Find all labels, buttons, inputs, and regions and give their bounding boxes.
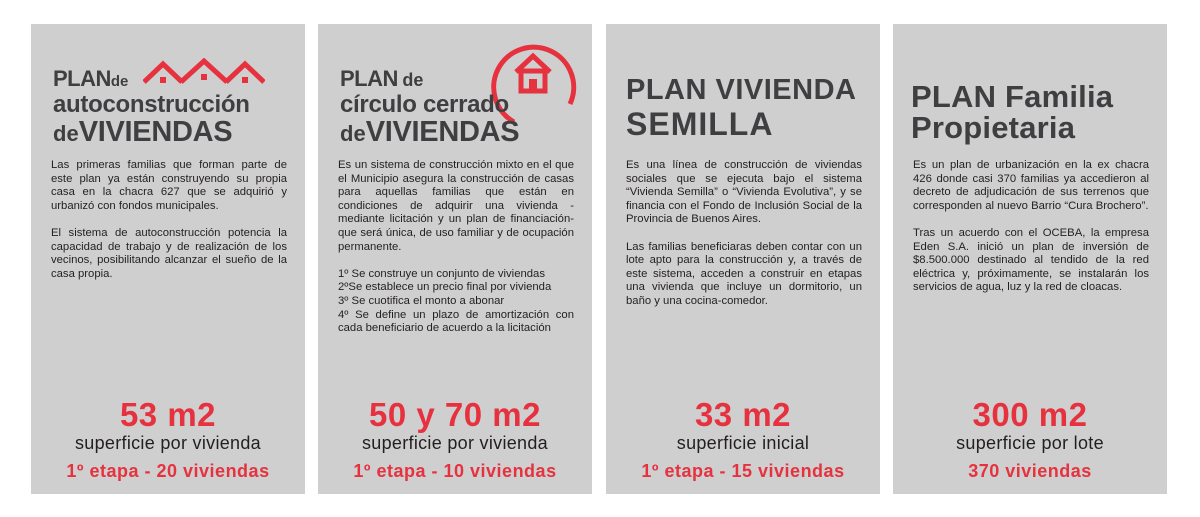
stat-value: 50 y 70 m2 [369,396,541,433]
card-title [626,76,856,140]
paragraph: Las familias beneficiaras deben contar con un lote apto para la construcción y, a través de este sistema, acceden a construir en etapas una vivienda que incluye un dormitorio, un baño y una cocina-comedor. [626,240,862,307]
stat-label: superficie por vivienda [362,433,548,453]
plan-card-vivienda-semilla [606,24,880,494]
paragraph: Es una línea de construcción de viviendas sociales que se ejecuta bajo el sistema “Vivienda Semilla” o “Vivienda Evolutiva”, y se financia con el Fondo de Inclusión Social de la Provincia de Buenos Aires. [626,159,862,226]
paragraph: El sistema de autoconstrucción potencia la capacidad de trabajo y de realización de los vecinos, posibilitando alcanzar el sueño de la casa propia. [51,226,287,280]
houses-roofline-icon [143,58,265,91]
title-word-de-2: de [340,121,366,146]
plan-card-familia-propietaria [893,24,1167,494]
card-body [51,159,287,281]
plan-card-circulo-cerrado [318,24,592,494]
paragraph: Es un sistema de construcción mixto en el que el Municipio asegura la construcción de casas para aquellas familias que están en condiciones de adquirir una vivienda -mediante licitación y un plan de financiación- que será única, de uso familiar y de ocupación permanente. [338,159,574,253]
stat-stage: 1º etapa - 15 viviendas [641,461,845,481]
card-body [913,159,1149,295]
title-word-plan: PLAN [340,66,398,91]
paragraph: Las primeras familias que forman parte de este plan ya están construyendo su propia casa en la chacra 627 que se adquirió y urbanizó con fondos municipales. [51,159,287,212]
paragraph: Es un plan de urbanización en la ex chacra 426 donde casi 370 familias ya accedieron al decreto de adjudicación de sus terrenos que corresponden al nuevo Barrio “Cura Brochero”. [913,159,1149,212]
paragraph: Tras un acuerdo con el OCEBA, la empresa Eden S.A. inició un plan de inversión de $8.500.000 destinado al tendido de la red eléctrica y, próximamente, se instalarán los servicios de agua, luz y la red de cloacas. [913,226,1149,294]
card-title [340,68,519,147]
stat-stage: 1º etapa - 10 viviendas [353,461,557,481]
stat-value: 33 m2 [694,396,792,433]
title-word-plan: PLAN [53,66,111,91]
list-item: 2ºSe establece un precio final por vivienda [338,281,552,294]
stat-stage: 1º etapa - 20 viviendas [66,461,270,481]
stat-stage: 370 viviendas [968,461,1092,481]
stat-value: 300 m2 [972,396,1088,433]
steps-list [338,268,574,336]
title-word-de-2: de [53,121,79,146]
title-line-1: PLAN VIVIENDA [626,74,857,106]
card-title [911,81,1113,143]
title-line-2: autoconstrucción [53,91,250,118]
title-line-2: Propietaria [911,110,1076,145]
list-item: 4º Se define un plazo de amortización con cada beneficiario de acuerdo a la licitación [338,308,574,335]
stat-label: superficie por vivienda [75,433,261,453]
list-item: 1º Se construye un conjunto de viviendas [338,267,545,280]
card-body [626,159,862,309]
title-line-3: VIVIENDAS [365,116,520,148]
title-word-de: de [402,70,424,90]
stat-label: superficie inicial [676,433,810,453]
title-word-de: de [110,73,129,90]
title-line-1: PLAN Familia [911,79,1114,114]
plan-card-autoconstruccion [31,24,305,494]
stat-label: superficie por lote [956,433,1104,453]
title-line-2: SEMILLA [626,106,774,142]
title-line-3: VIVIENDAS [78,116,233,148]
list-item: 3º Se cuotifica el monto a abonar [338,294,505,307]
card-body [338,159,574,336]
title-line-2: círculo cerrado [340,91,509,118]
stat-value: 53 m2 [119,396,217,433]
